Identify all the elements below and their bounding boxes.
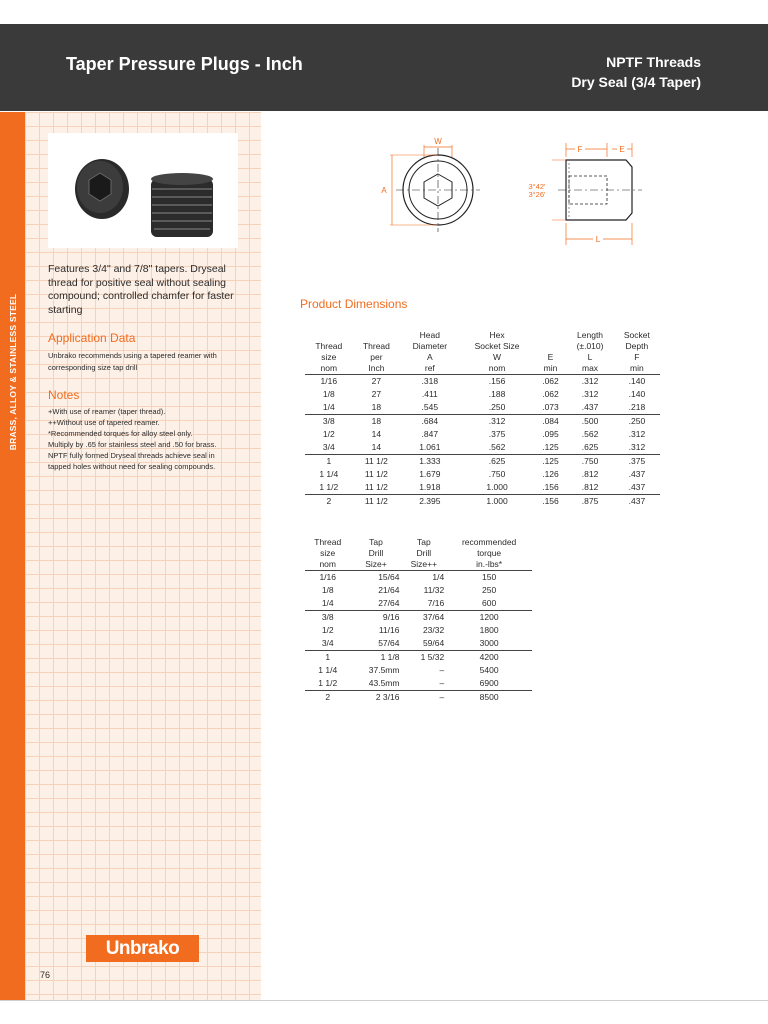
table-cell: .437 [628, 496, 646, 507]
column-header: recommended torque in.-lbs* [461, 537, 517, 569]
table-row [305, 677, 532, 690]
table-cell: 3/4 [305, 441, 353, 454]
table-cell: 43.5mm [350, 677, 401, 690]
table-cell: .156 [535, 481, 567, 494]
table-cell: .375 [628, 456, 646, 467]
table-cell: .312 [614, 441, 660, 454]
table-cell: 600 [446, 597, 532, 610]
table-cell: 1/4 [305, 597, 350, 610]
table-cell: 1200 [479, 612, 499, 623]
column-header: E min [543, 352, 558, 373]
column-header: Hex Socket Size W nom [474, 330, 520, 373]
table-cell: .625 [566, 441, 614, 454]
notes-title: Notes [48, 388, 80, 402]
taper-angle-2: 3°26' [528, 190, 546, 199]
table-cell: 1.000 [459, 481, 534, 494]
application-text: Unbrako recommends using a tapered reamer with corresponding size tap drill [48, 351, 217, 372]
table-cell: .562 [459, 441, 534, 454]
table-cell: 21/64 [378, 585, 400, 596]
column-header: Head Diameter A ref [412, 330, 448, 373]
taper-angle-1: 3°42' [528, 182, 546, 191]
table-cell: .562 [581, 429, 599, 440]
table-cell: 1/8 [322, 389, 335, 400]
column-header: Socket Depth F min [623, 330, 650, 373]
tap-drill-table [305, 537, 532, 703]
table-row [305, 468, 660, 481]
column-header: Tap Drill Size++ [410, 537, 438, 569]
table-cell: .812 [581, 469, 599, 480]
unbrako-logo: Unbrako [86, 935, 199, 962]
table-cell: 11 1/2 [364, 456, 388, 467]
note-line: +With use of reamer (taper thread). [48, 407, 166, 416]
table-cell: 59/64 [401, 637, 446, 650]
table-cell: .250 [628, 416, 646, 427]
table-row [305, 584, 532, 597]
table-cell: 150 [482, 572, 497, 583]
dim-a-label: A [381, 186, 387, 195]
table-cell: .437 [614, 481, 660, 494]
table-cell: 1800 [479, 625, 499, 636]
table-cell: .095 [542, 429, 559, 440]
column-header: Thread size nom [314, 537, 342, 569]
column-header: Tap Drill Size+ [365, 537, 387, 569]
table-cell: 14 [353, 441, 401, 454]
table-cell: 11 1/2 [364, 496, 388, 507]
table-row [305, 650, 532, 663]
table-cell: 1/2 [322, 429, 335, 440]
table-cell: 2 [325, 692, 331, 703]
table-cell: .411 [421, 389, 438, 400]
table-cell: 2.395 [419, 496, 441, 507]
table-cell: .125 [535, 441, 567, 454]
table-cell: 1.061 [400, 441, 459, 454]
table-cell: 1.679 [419, 469, 441, 480]
table-cell: .847 [421, 429, 439, 440]
table-cell: .126 [542, 469, 559, 480]
table-cell: 14 [371, 429, 382, 440]
table-row [305, 624, 532, 637]
table-cell: .312 [581, 389, 599, 400]
table-cell: 9/16 [382, 612, 400, 623]
table-row [305, 664, 532, 677]
table-row [305, 401, 660, 414]
table-cell: .062 [542, 376, 559, 387]
table-cell: .875 [581, 496, 599, 507]
table-cell: 5400 [479, 665, 499, 676]
table-cell: 1 1/2 [305, 481, 353, 494]
table-cell: .750 [488, 469, 506, 480]
table-cell: .312 [488, 416, 506, 427]
table-cell: .812 [566, 481, 614, 494]
table-cell: 1 [326, 456, 332, 467]
table-cell: 57/64 [350, 637, 401, 650]
table-cell: – [401, 677, 446, 690]
note-line: Multiply by .65 for stainless steel and .50 for brass. [48, 440, 217, 449]
table-cell: 250 [482, 585, 497, 596]
table-cell: 11/16 [378, 625, 400, 636]
table-cell: .375 [488, 429, 506, 440]
note-line: ++Without use of tapered reamer. [48, 418, 160, 427]
table-cell: .250 [459, 401, 534, 414]
table-row [305, 610, 532, 623]
table-cell: .140 [628, 389, 646, 400]
dim-l-label: L [595, 235, 601, 244]
table-row [305, 481, 660, 494]
table-cell: 3/8 [322, 416, 335, 427]
table-cell: 4200 [479, 652, 499, 663]
table-row [305, 690, 532, 703]
table-cell: 1.333 [419, 456, 441, 467]
table-cell: .084 [542, 416, 559, 427]
table-cell: 11 1/2 [353, 481, 401, 494]
note-line: tapped holes without need for sealing compounds. [48, 462, 216, 471]
dim-w-label: W [434, 137, 442, 146]
table-cell: 18 [371, 416, 382, 427]
table-cell: 1 1/2 [305, 677, 350, 690]
table-cell: 27 [371, 376, 382, 387]
dimensions-table-body [305, 375, 660, 508]
table-row [305, 637, 532, 650]
table-cell: 1 1/8 [380, 652, 400, 663]
table-cell: .073 [535, 401, 567, 414]
table-cell: 27 [371, 389, 382, 400]
table-row [305, 571, 532, 584]
table-cell: .318 [421, 376, 439, 387]
table-row [305, 428, 660, 441]
tap-drill-table-header [305, 537, 532, 571]
page-number: 76 [40, 970, 51, 980]
dimensions-title: Product Dimensions [300, 297, 408, 311]
table-cell: 11/32 [423, 585, 445, 596]
table-row [305, 494, 660, 507]
table-cell: 1.000 [486, 496, 508, 507]
side-tab [0, 112, 25, 1000]
table-cell: 1/16 [320, 376, 338, 387]
table-cell: .125 [542, 456, 559, 467]
table-row [305, 597, 532, 610]
taper-type: Dry Seal (3/4 Taper) [571, 74, 701, 90]
table-cell: .750 [581, 456, 599, 467]
dim-f-label: F [577, 145, 583, 154]
table-cell: .437 [566, 401, 614, 414]
table-cell: 3000 [446, 637, 532, 650]
notes-list [48, 406, 258, 472]
technical-diagram [376, 133, 666, 253]
table-cell: – [439, 665, 445, 676]
table-cell: 1/2 [321, 625, 334, 636]
table-cell: .140 [628, 376, 646, 387]
table-cell: – [439, 692, 445, 703]
page-header [0, 24, 768, 111]
table-cell: 15/64 [378, 572, 400, 583]
table-cell: 1/8 [321, 585, 334, 596]
table-cell: 7/16 [401, 597, 446, 610]
table-cell: 1/4 [432, 572, 445, 583]
table-cell: .188 [488, 389, 506, 400]
table-cell: .156 [542, 496, 559, 507]
note-line: NPTF fully formed Dryseal threads achieve seal in [48, 451, 215, 460]
table-cell: 18 [353, 401, 401, 414]
table-cell: .218 [614, 401, 660, 414]
features-text: Features 3/4" and 7/8" tapers. Dryseal thread for positive seal without sealing compound; controlled chamfer for faster starting [48, 263, 234, 316]
table-cell: .062 [542, 389, 559, 400]
table-cell: 1 [325, 652, 331, 663]
table-row [305, 375, 660, 388]
table-cell: .545 [400, 401, 459, 414]
table-row [305, 441, 660, 454]
table-cell: 3/4 [305, 637, 350, 650]
bottom-divider [0, 1000, 768, 1001]
table-cell: 3/8 [321, 612, 334, 623]
table-cell: 37.5mm [368, 665, 400, 676]
table-cell: 2 3/16 [375, 692, 400, 703]
application-title: Application Data [48, 331, 136, 345]
table-cell: 1.918 [400, 481, 459, 494]
note-line: *Recommended torques for alloy steel only. [48, 429, 193, 438]
dimensions-table [305, 330, 660, 507]
table-cell: 1 1/4 [318, 665, 338, 676]
page-title: Taper Pressure Plugs - Inch [66, 54, 303, 74]
table-row [305, 414, 660, 427]
dimensions-table-header [305, 330, 660, 375]
table-cell: .500 [581, 416, 599, 427]
table-row [305, 388, 660, 401]
side-tab-label: BRASS, ALLOY & STAINLESS STEEL [8, 293, 18, 451]
column-header: Thread size nom [315, 341, 343, 373]
table-cell: .625 [488, 456, 506, 467]
tap-drill-table-body [305, 571, 532, 704]
column-header: Thread per Inch [362, 341, 390, 373]
table-cell: 6900 [446, 677, 532, 690]
dim-e-label: E [619, 145, 625, 154]
table-cell: 1 1/4 [319, 469, 339, 480]
table-cell: 1/4 [305, 401, 353, 414]
table-cell: .437 [628, 469, 646, 480]
table-row [305, 454, 660, 467]
table-cell: 1 5/32 [420, 652, 445, 663]
table-cell: .312 [628, 429, 646, 440]
thread-type: NPTF Threads [606, 54, 701, 70]
column-header: Length (±.010) L max [576, 330, 604, 373]
table-cell: .312 [581, 376, 599, 387]
table-cell: 23/32 [422, 625, 445, 636]
table-cell: .156 [488, 376, 506, 387]
table-cell: 1/16 [319, 572, 336, 583]
table-cell: 27/64 [350, 597, 401, 610]
product-photo [48, 133, 238, 248]
table-cell: 8500 [479, 692, 499, 703]
table-cell: 2 [326, 496, 332, 507]
table-cell: 11 1/2 [364, 469, 388, 480]
table-cell: 37/64 [422, 612, 445, 623]
table-cell: .684 [421, 416, 439, 427]
